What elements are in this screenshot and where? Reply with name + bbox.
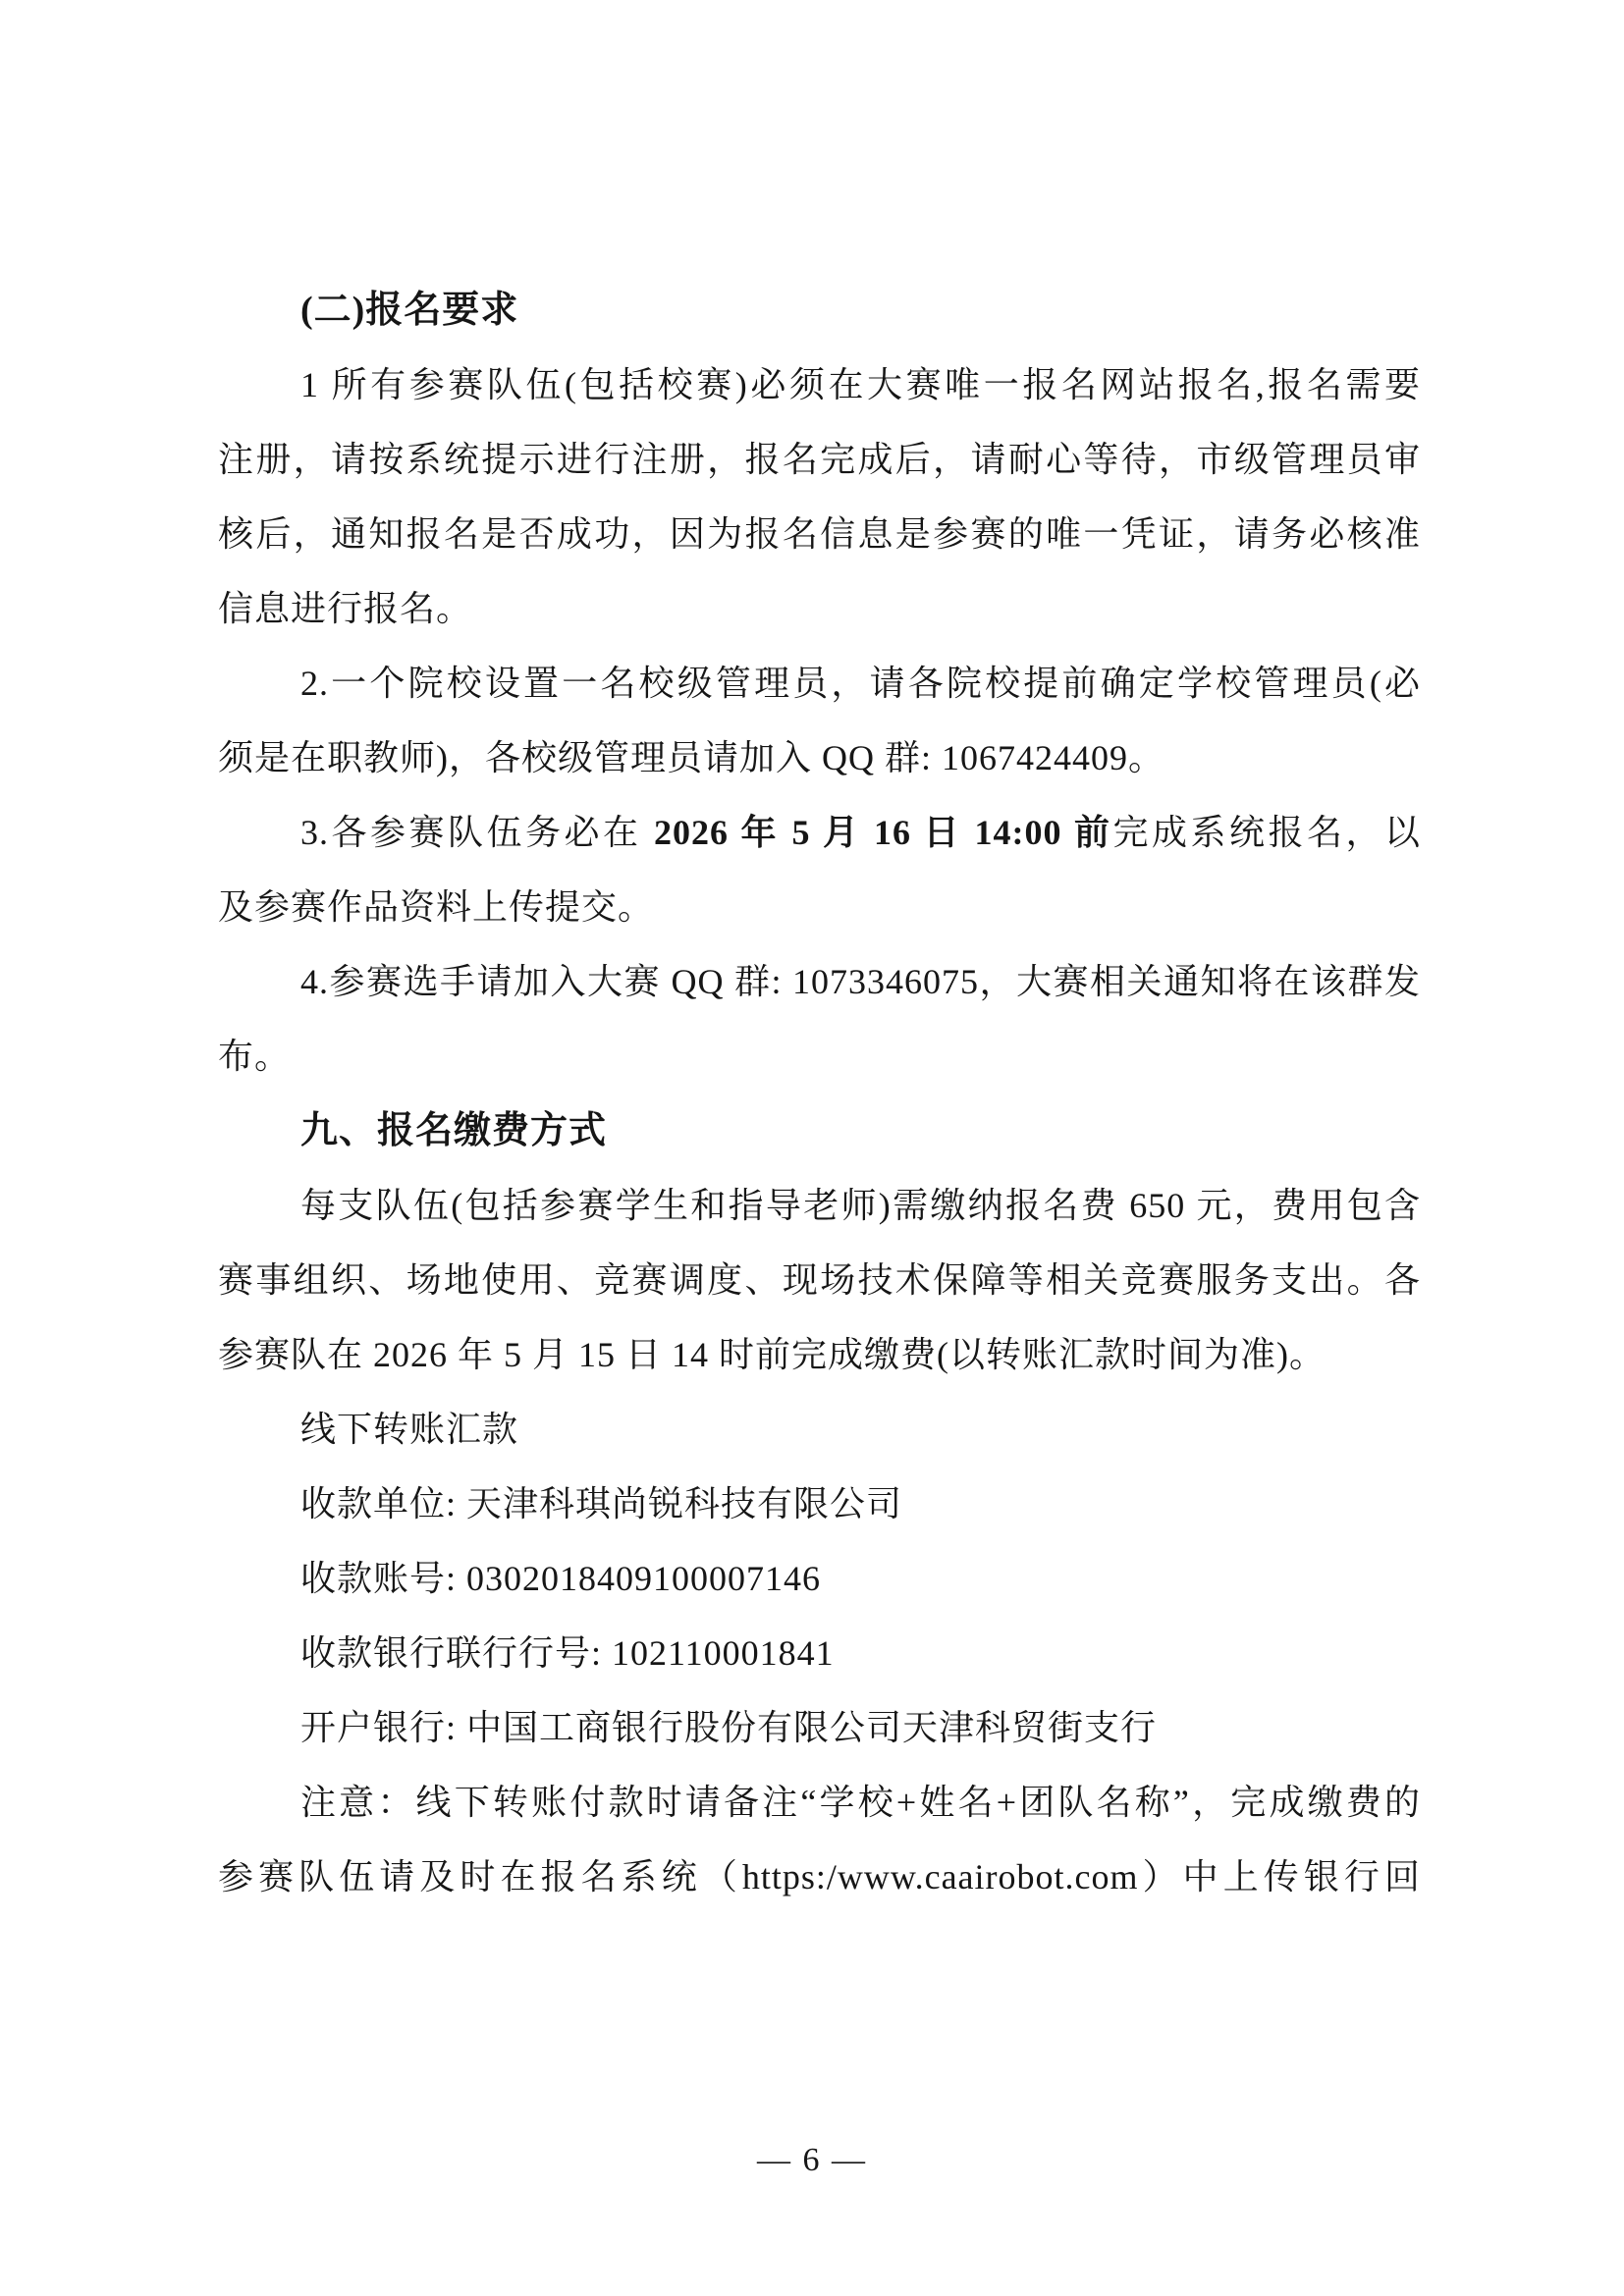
para-qq-group-line-1: 4.参赛选手请加入大赛 QQ 群: 1073346075，大赛相关通知将在该群发: [300, 962, 1421, 1001]
deadline-text-pre: 3.各参赛队伍务必在: [300, 813, 654, 852]
line-payee-account: 收款账号: 0302018409100007146: [300, 1559, 822, 1598]
document-content: [218, 273, 1421, 1914]
page-number: — 6 —: [757, 2142, 867, 2178]
para-note-line-2: 参赛队伍请及时在报名系统（https:/www.caairobot.com）中上传银行回: [218, 1857, 1421, 1896]
line-payee-name: 收款单位: 天津科琪尚锐科技有限公司: [300, 1484, 903, 1523]
para-registration-line-2: 注册，请按系统提示进行注册，报名完成后，请耐心等待，市级管理员审: [218, 440, 1421, 479]
page-footer: [0, 2142, 1624, 2179]
para-school-admin-line-1: 2.一个院校设置一名校级管理员，请各院校提前确定学校管理员(必: [300, 664, 1421, 703]
para-fee-line-2: 赛事组织、场地使用、竞赛调度、现场技术保障等相关竞赛服务支出。各: [218, 1260, 1421, 1300]
heading-registration-requirements: (二)报名要求: [300, 290, 519, 331]
line-bank-branch-number: 收款银行联行行号: 102110001841: [300, 1633, 835, 1673]
heading-payment-method: 九、报名缴费方式: [300, 1110, 608, 1151]
line-offline-transfer: 线下转账汇款: [300, 1410, 519, 1449]
line-bank-name: 开户银行: 中国工商银行股份有限公司天津科贸街支行: [300, 1708, 1158, 1747]
para-registration-line-3: 核后，通知报名是否成功，因为报名信息是参赛的唯一凭证，请务必核准: [218, 514, 1421, 554]
deadline-date-bold: 2026 年 5 月 16 日 14:00 前: [654, 813, 1113, 852]
deadline-text-post: 完成系统报名，以: [1112, 813, 1421, 852]
para-deadline-line-2: 及参赛作品资料上传提交。: [218, 887, 655, 927]
para-fee-line-3: 参赛队在 2026 年 5 月 15 日 14 时前完成缴费(以转账汇款时间为准)。: [218, 1335, 1326, 1374]
para-registration-line-1: 1 所有参赛队伍(包括校赛)必须在大赛唯一报名网站报名,报名需要: [300, 365, 1421, 404]
para-note-line-1: 注意：线下转账付款时请备注“学校+姓名+团队名称”，完成缴费的: [300, 1783, 1421, 1822]
para-deadline-line-1: [218, 795, 1421, 870]
para-qq-group-line-2: 布。: [218, 1037, 292, 1076]
para-school-admin-line-2: 须是在职教师)，各校级管理员请加入 QQ 群: 1067424409。: [218, 738, 1164, 777]
para-fee-line-1: 每支队伍(包括参赛学生和指导老师)需缴纳报名费 650 元，费用包含: [300, 1186, 1421, 1225]
para-registration-line-4: 信息进行报名。: [218, 589, 473, 628]
